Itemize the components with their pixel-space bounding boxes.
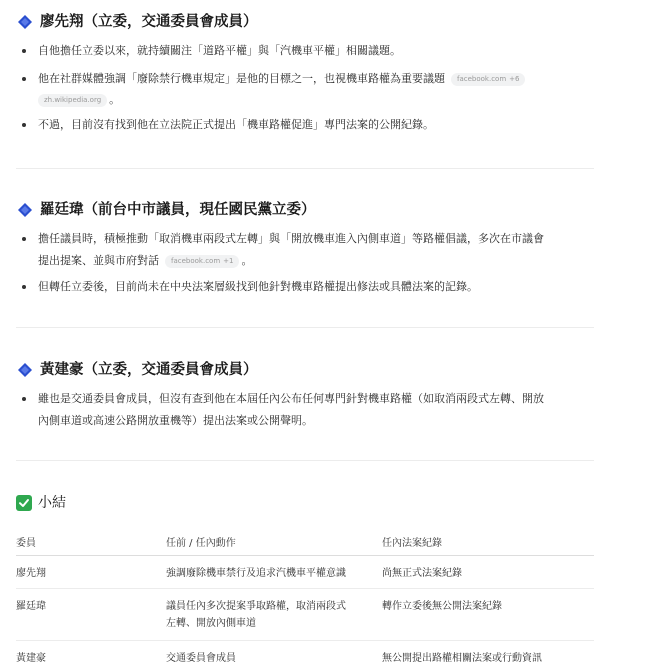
blue-diamond-icon: [16, 201, 34, 219]
list-item: 雖也是交通委員會成員，但沒有查到他在本屆任內公布任何專門針對機車路權（如取消兩段式左轉、開放 內側車道或高速公路開放重機等）提出法案或公開聲明。: [16, 388, 594, 432]
list-item: 但轉任立委後，目前尚未在中央法案層級找到他針對機車路權提出修法或具體法案的記錄。: [16, 276, 594, 298]
list-item: 他在社群媒體強調「廢除禁行機車規定」是他的目標之一，也視機車路權為重要議題 facebook.com +6: [16, 68, 594, 90]
section-heading: [16, 200, 594, 220]
bullet-list: [16, 114, 594, 136]
bullet-list: [16, 388, 594, 432]
source-chip[interactable]: facebook.com +1: [165, 255, 239, 268]
table-cell: 無公開提出路權相關法案或行動資訊: [382, 653, 542, 664]
list-item: 擔任議員時，積極推動「取消機車兩段式左轉」與「開放機車進入內側車道」等路權倡議，多次在市議會 提出提案、並與市府對話 facebook.com +1 。: [16, 228, 594, 272]
section-title: 羅廷瑋（前台中市議員，現任國民黨立委）: [40, 202, 316, 218]
source-chip[interactable]: zh.wikipedia.org: [38, 94, 107, 107]
column-header: 委員: [16, 527, 166, 556]
table-cell: 議員任內多次提案爭取路權，取消兩段式 左轉、開放內側車道: [166, 589, 382, 641]
table-cell: 廖先翔: [16, 556, 166, 589]
list-item: 自他擔任立委以來，就持續關注「道路平權」與「汽機車平權」相關議題。: [16, 40, 594, 62]
bullet-list: [16, 40, 594, 90]
section-title: 廖先翔（立委，交通委員會成員）: [40, 14, 258, 30]
divider: [16, 460, 594, 461]
table-cell: 尚無正式法案紀錄: [382, 556, 594, 589]
table-cell: 羅廷瑋: [16, 589, 166, 641]
table-cell: 轉作立委後無公開法案紀錄: [382, 589, 594, 641]
blue-diamond-icon: [16, 13, 34, 31]
column-header: 任內法案紀錄: [382, 527, 594, 556]
bullet-list: [16, 228, 594, 298]
section-heading: [16, 360, 594, 380]
table-row: [16, 556, 594, 589]
check-mark-icon: [16, 495, 32, 511]
table-cell: 強調廢除機車禁行及追求汽機車平權意識: [166, 556, 382, 589]
table-cell: 交通委員會成員: [166, 653, 236, 664]
summary-table: [16, 527, 594, 671]
section-heading: [16, 12, 594, 32]
section-liao: [16, 12, 594, 136]
table-cell: 黃建豪: [16, 653, 46, 664]
divider: [16, 168, 594, 169]
table-header-row: [16, 527, 594, 556]
chip-line: zh.wikipedia.org 。: [16, 90, 594, 110]
summary-section: [16, 493, 594, 671]
section-title: 黃建豪（立委，交通委員會成員）: [40, 362, 258, 378]
divider: [16, 327, 594, 328]
blue-diamond-icon: [16, 361, 34, 379]
table-row: [16, 641, 594, 671]
column-header: 任前 / 任內動作: [166, 527, 382, 556]
section-huang: [16, 360, 594, 432]
list-item: 不過，目前沒有找到他在立法院正式提出「機車路權促進」專門法案的公開紀錄。: [16, 114, 594, 136]
summary-title: 小結: [38, 495, 66, 511]
summary-heading: [16, 493, 594, 513]
source-chip[interactable]: facebook.com +6: [451, 73, 525, 86]
section-luo: [16, 200, 594, 298]
table-row: [16, 589, 594, 641]
